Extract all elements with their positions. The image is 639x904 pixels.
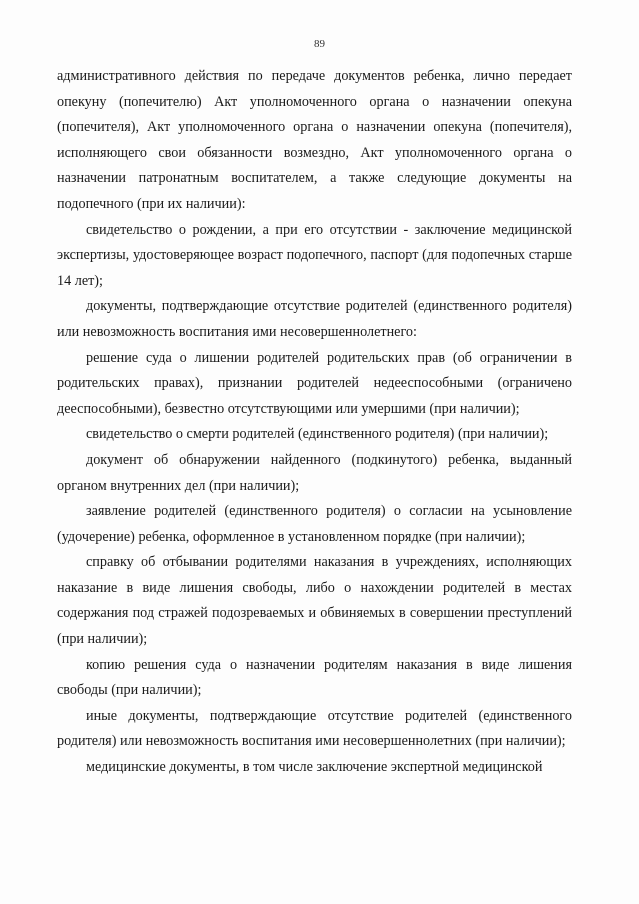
paragraph-2: свидетельство о рождении, а при его отсутствии - заключение медицинской экспертизы, удостоверяющее возраст подопечного, паспорт (для подопечных старше 14 лет); <box>57 221 572 289</box>
page-number: 89 <box>314 38 325 50</box>
paragraph-4: решение суда о лишении родителей родительских прав (об ограничении в родительских правах), признании родителей недееспособными (ограничено дееспособными), безвестно отсутствующими или умершими (при наличии); <box>57 349 572 417</box>
paragraph-9: копию решения суда о назначении родителям наказания в виде лишения свободы (при наличии); <box>57 656 572 699</box>
paragraph-7: заявление родителей (единственного родителя) о согласии на усыновление (удочерение) ребенка, оформленное в установленном порядке (при наличии); <box>57 503 572 545</box>
paragraph-6: документ об обнаружении найденного (подкинутого) ребенка, выданный органом внутренних дел (при наличии); <box>57 451 572 494</box>
paragraph-3: документы, подтверждающие отсутствие родителей (единственного родителя) или невозможность воспитания ими несовершеннолетнего: <box>57 298 572 340</box>
document-body <box>57 64 572 781</box>
paragraph-1: административного действия по передаче документов ребенка, лично передает опекуну (попечителю) Акт уполномоченного органа о назначении опекуна (попечителя), Акт уполномоченного органа о назначении опекуна (попечителя), исполняющего свои обязанности возмездно, Акт уполномоченного органа о назначении патронатным воспитателем, а также следующие документы на подопечного (при их наличии): <box>57 68 572 212</box>
paragraph-8: справку об отбывании родителями наказания в учреждениях, исполняющих наказание в виде лишения свободы, либо о нахождении родителей в местах содержания под стражей подозреваемых и обвиняемых в совершении преступлений (при наличии); <box>57 554 572 648</box>
paragraph-11: медицинские документы, в том числе заключение экспертной медицинской <box>86 759 543 776</box>
paragraph-5: свидетельство о смерти родителей (единственного родителя) (при наличии); <box>86 426 549 443</box>
paragraph-10: иные документы, подтверждающие отсутствие родителей (единственного родителя) или невозможность воспитания ими несовершеннолетних (при наличии); <box>57 707 572 750</box>
